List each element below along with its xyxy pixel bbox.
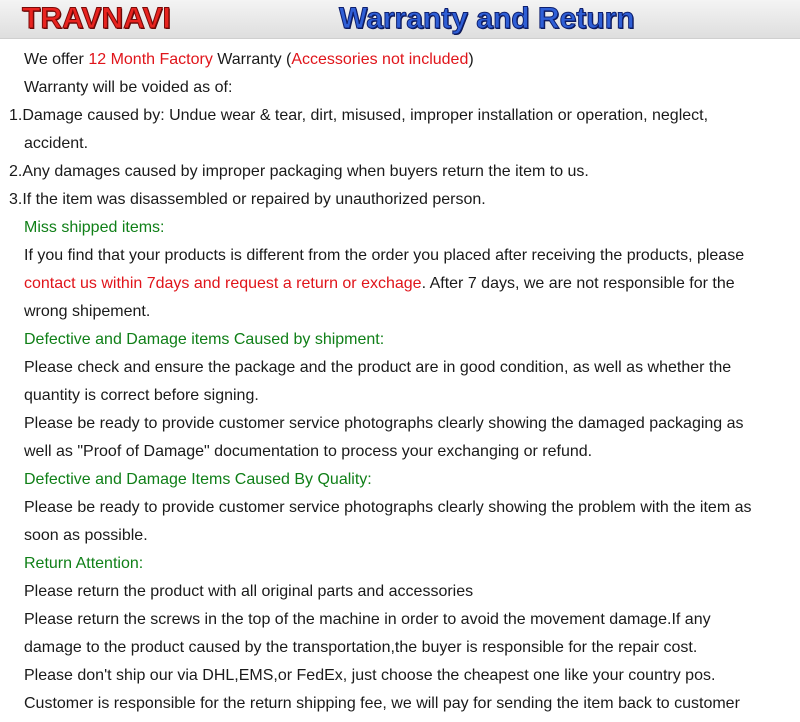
- void-condition-3: 3.If the item was disassembled or repaired by unauthorized person.: [9, 191, 486, 208]
- shipment-damage-text-3: Please be ready to provide customer service photographs clearly showing the damaged packaging as: [24, 415, 744, 432]
- void-condition-2: 2.Any damages caused by improper packaging when buyers return the item to us.: [9, 163, 589, 180]
- shipment-damage-text-2: quantity is correct before signing.: [24, 387, 259, 404]
- void-condition-1: 1.Damage caused by: Undue wear & tear, dirt, misused, improper installation or operation, neglect,: [9, 107, 709, 124]
- return-attention-text-2: Please return the screws in the top of the machine in order to avoid the movement damage.If any: [24, 611, 711, 628]
- miss-shipped-text-2: [24, 270, 735, 298]
- brand-logo-text: TRAVNAVI: [22, 2, 171, 35]
- offer-suffix: ): [468, 51, 474, 68]
- warranty-offer-line: [24, 46, 474, 74]
- quality-defects-text-2: soon as possible.: [24, 527, 148, 544]
- offer-prefix: We offer: [24, 51, 89, 68]
- void-conditions-intro: Warranty will be voided as of:: [24, 79, 233, 96]
- return-attention-text-5: Customer is responsible for the return shipping fee, we will pay for sending the item back to customer: [24, 695, 740, 712]
- page-header: [0, 0, 800, 39]
- warranty-period-highlight: 12 Month Factory: [88, 51, 213, 68]
- return-attention-text-1: Please return the product with all original parts and accessories: [24, 583, 474, 600]
- return-attention-text-4: Please don't ship our via DHL,EMS,or FedEx, just choose the cheapest one like your country pos.: [24, 667, 716, 684]
- section-heading-miss-shipped: Miss shipped items:: [24, 219, 165, 236]
- section-heading-quality-defects: Defective and Damage Items Caused By Quality:: [24, 471, 372, 488]
- void-condition-1-cont: accident.: [24, 135, 89, 152]
- section-heading-return-attention: Return Attention:: [24, 555, 144, 572]
- accessories-exclusion-highlight: Accessories not included: [291, 51, 469, 68]
- section-heading-shipment-damage: Defective and Damage items Caused by shipment:: [24, 331, 385, 348]
- miss-shipped-text-3: wrong shipement.: [24, 303, 151, 320]
- return-attention-text-3: damage to the product caused by the transportation,the buyer is responsible for the repair cost.: [24, 639, 698, 656]
- miss-shipped-text-1: If you find that your products is different from the order you placed after receiving the products, please: [24, 247, 745, 264]
- shipment-damage-text-1: Please check and ensure the package and the product are in good condition, as well as whether the: [24, 359, 732, 376]
- page-title: Warranty and Return: [339, 2, 635, 35]
- miss-shipped-text-2-rest: . After 7 days, we are not responsible for the: [421, 275, 735, 292]
- quality-defects-text-1: Please be ready to provide customer service photographs clearly showing the problem with the item as: [24, 499, 752, 516]
- contact-us-highlight: contact us within 7days and request a return or exchage: [24, 275, 422, 292]
- shipment-damage-text-4: well as "Proof of Damage" documentation to process your exchanging or refund.: [24, 443, 593, 460]
- offer-middle: Warranty (: [212, 51, 292, 68]
